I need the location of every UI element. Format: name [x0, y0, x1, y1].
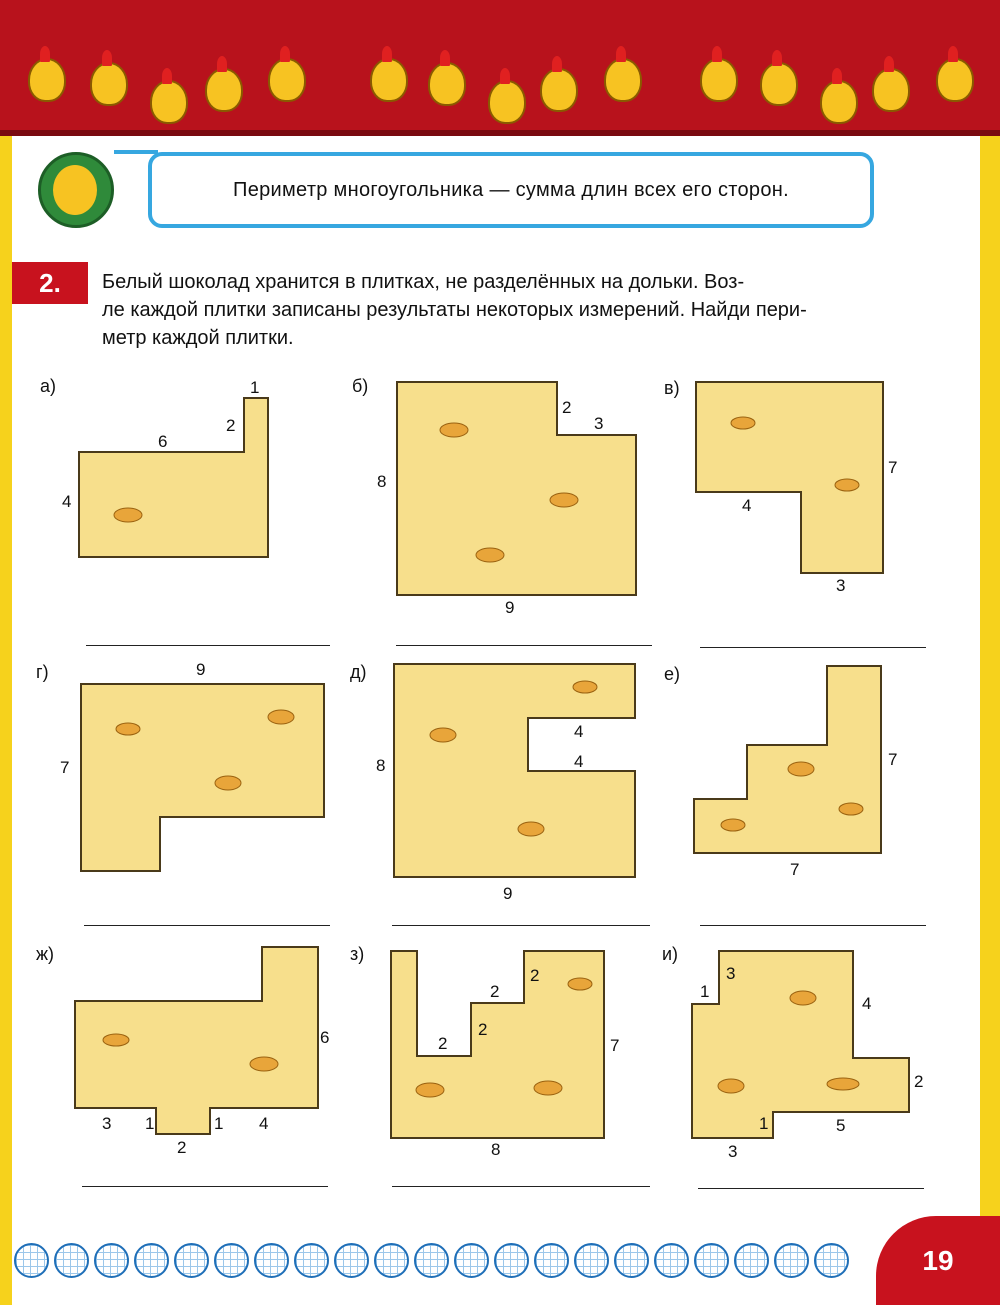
dim-z-2: 2 [490, 982, 500, 1001]
pattern-tile-icon [814, 1243, 849, 1278]
pattern-tile-icon [734, 1243, 769, 1278]
dim-zh-6: 4 [259, 1114, 269, 1133]
pattern-tile-icon [614, 1243, 649, 1278]
dim-i-2: 3 [726, 964, 736, 983]
dim-i-5: 1 [759, 1114, 769, 1133]
dim-a-4: 4 [62, 492, 72, 511]
dim-d-3: 8 [376, 756, 386, 775]
pattern-tile-icon [254, 1243, 289, 1278]
answer-line-d[interactable] [392, 925, 650, 926]
dim-d-4: 9 [503, 884, 513, 903]
answer-line-zh[interactable] [82, 1186, 328, 1187]
dim-b-3: 8 [377, 472, 387, 491]
shape-v-label: в) [664, 378, 680, 398]
task-number: 2. [12, 262, 88, 304]
chocolate-bar-z [390, 950, 606, 1140]
chick-illustration [150, 80, 188, 124]
dim-z-1: 2 [530, 966, 540, 985]
dim-zh-3: 1 [145, 1114, 155, 1133]
chick-illustration [428, 62, 466, 106]
dim-i-7: 3 [728, 1142, 738, 1161]
chocolate-bar-a [78, 397, 270, 559]
dim-i-4: 2 [914, 1072, 924, 1091]
pattern-tile-icon [54, 1243, 89, 1278]
dim-v-1: 7 [888, 458, 898, 477]
dim-a-2: 2 [226, 416, 236, 435]
pattern-tile-icon [214, 1243, 249, 1278]
page-number: 19 [876, 1216, 1000, 1305]
shape-b-label: б) [352, 376, 369, 396]
dim-e-2: 7 [790, 860, 800, 879]
dim-g-2: 7 [60, 758, 70, 777]
pattern-tile-icon [574, 1243, 609, 1278]
pattern-tile-icon [654, 1243, 689, 1278]
teacher-mascot-icon [38, 152, 114, 228]
rule-text: Периметр многоугольника — сумма длин всех его сторон. [233, 178, 789, 201]
dim-zh-4: 2 [177, 1138, 187, 1157]
shape-i-label: и) [662, 944, 679, 964]
dim-zh-2: 3 [102, 1114, 112, 1133]
rule-callout [148, 152, 874, 228]
answer-line-i[interactable] [698, 1188, 924, 1189]
dim-a-1: 1 [250, 378, 260, 397]
dim-i-6: 5 [836, 1116, 846, 1135]
chick-illustration [872, 68, 910, 112]
answer-line-e[interactable] [700, 925, 926, 926]
dim-g-1: 9 [196, 660, 206, 679]
pattern-tile-icon [454, 1243, 489, 1278]
chick-illustration [268, 58, 306, 102]
chick-illustration [205, 68, 243, 112]
chick-illustration [370, 58, 408, 102]
pattern-tile-icon [14, 1243, 49, 1278]
chocolate-bar-e [693, 665, 883, 855]
answer-line-z[interactable] [392, 1186, 650, 1187]
chick-illustration [540, 68, 578, 112]
dim-b-2: 3 [594, 414, 604, 433]
pattern-tile-icon [774, 1243, 809, 1278]
chocolate-bar-zh [74, 946, 320, 1136]
shape-zh-label: ж) [36, 944, 55, 964]
pattern-tile-icon [334, 1243, 369, 1278]
chick-illustration [488, 80, 526, 124]
shape-e-label: е) [664, 664, 681, 684]
decorative-footer-strip [14, 1238, 874, 1282]
dim-z-6: 8 [491, 1140, 501, 1159]
pattern-tile-icon [374, 1243, 409, 1278]
shape-z-label: з) [350, 944, 365, 964]
pattern-tile-icon [174, 1243, 209, 1278]
task-statement: Белый шоколад хранится в плитках, не разделённых на дольки. Воз- ле каждой плитки записаны результаты некоторых измерений. Найди пери- метр каждой плитки. [102, 271, 807, 349]
dim-e-1: 7 [888, 750, 898, 769]
answer-line-a[interactable] [86, 645, 330, 646]
chick-illustration [28, 58, 66, 102]
pattern-tile-icon [414, 1243, 449, 1278]
dim-z-4: 2 [438, 1034, 448, 1053]
shape-g-label: г) [36, 662, 49, 682]
dim-zh-1: 6 [320, 1028, 330, 1047]
dim-z-3: 2 [478, 1020, 488, 1039]
chocolate-bar-g [80, 683, 326, 873]
chick-illustration [936, 58, 974, 102]
chick-illustration [604, 58, 642, 102]
dim-d-1: 4 [574, 722, 584, 741]
pattern-tile-icon [534, 1243, 569, 1278]
shape-a-label: а) [40, 376, 57, 396]
pattern-tile-icon [494, 1243, 529, 1278]
answer-line-b[interactable] [396, 645, 652, 646]
chocolate-bar-v [695, 381, 885, 575]
dim-d-2: 4 [574, 752, 584, 771]
dim-v-3: 3 [836, 576, 846, 595]
pattern-tile-icon [94, 1243, 129, 1278]
answer-line-g[interactable] [84, 925, 330, 926]
pattern-tile-icon [694, 1243, 729, 1278]
chocolate-bar-d [393, 663, 637, 879]
dim-zh-5: 1 [214, 1114, 224, 1133]
header-banner [0, 0, 1000, 136]
dim-i-1: 1 [700, 982, 710, 1001]
dim-b-1: 2 [562, 398, 572, 417]
pattern-tile-icon [294, 1243, 329, 1278]
dim-b-4: 9 [505, 598, 515, 617]
chick-illustration [820, 80, 858, 124]
chick-illustration [700, 58, 738, 102]
chocolate-bar-i [691, 950, 911, 1140]
chick-illustration [90, 62, 128, 106]
dim-a-3: 6 [158, 432, 168, 451]
chick-illustration [760, 62, 798, 106]
dim-z-5: 7 [610, 1036, 620, 1055]
pattern-tile-icon [134, 1243, 169, 1278]
shape-d-label: д) [350, 662, 367, 682]
answer-line-v[interactable] [700, 647, 926, 648]
dim-i-3: 4 [862, 994, 872, 1013]
dim-v-2: 4 [742, 496, 752, 515]
